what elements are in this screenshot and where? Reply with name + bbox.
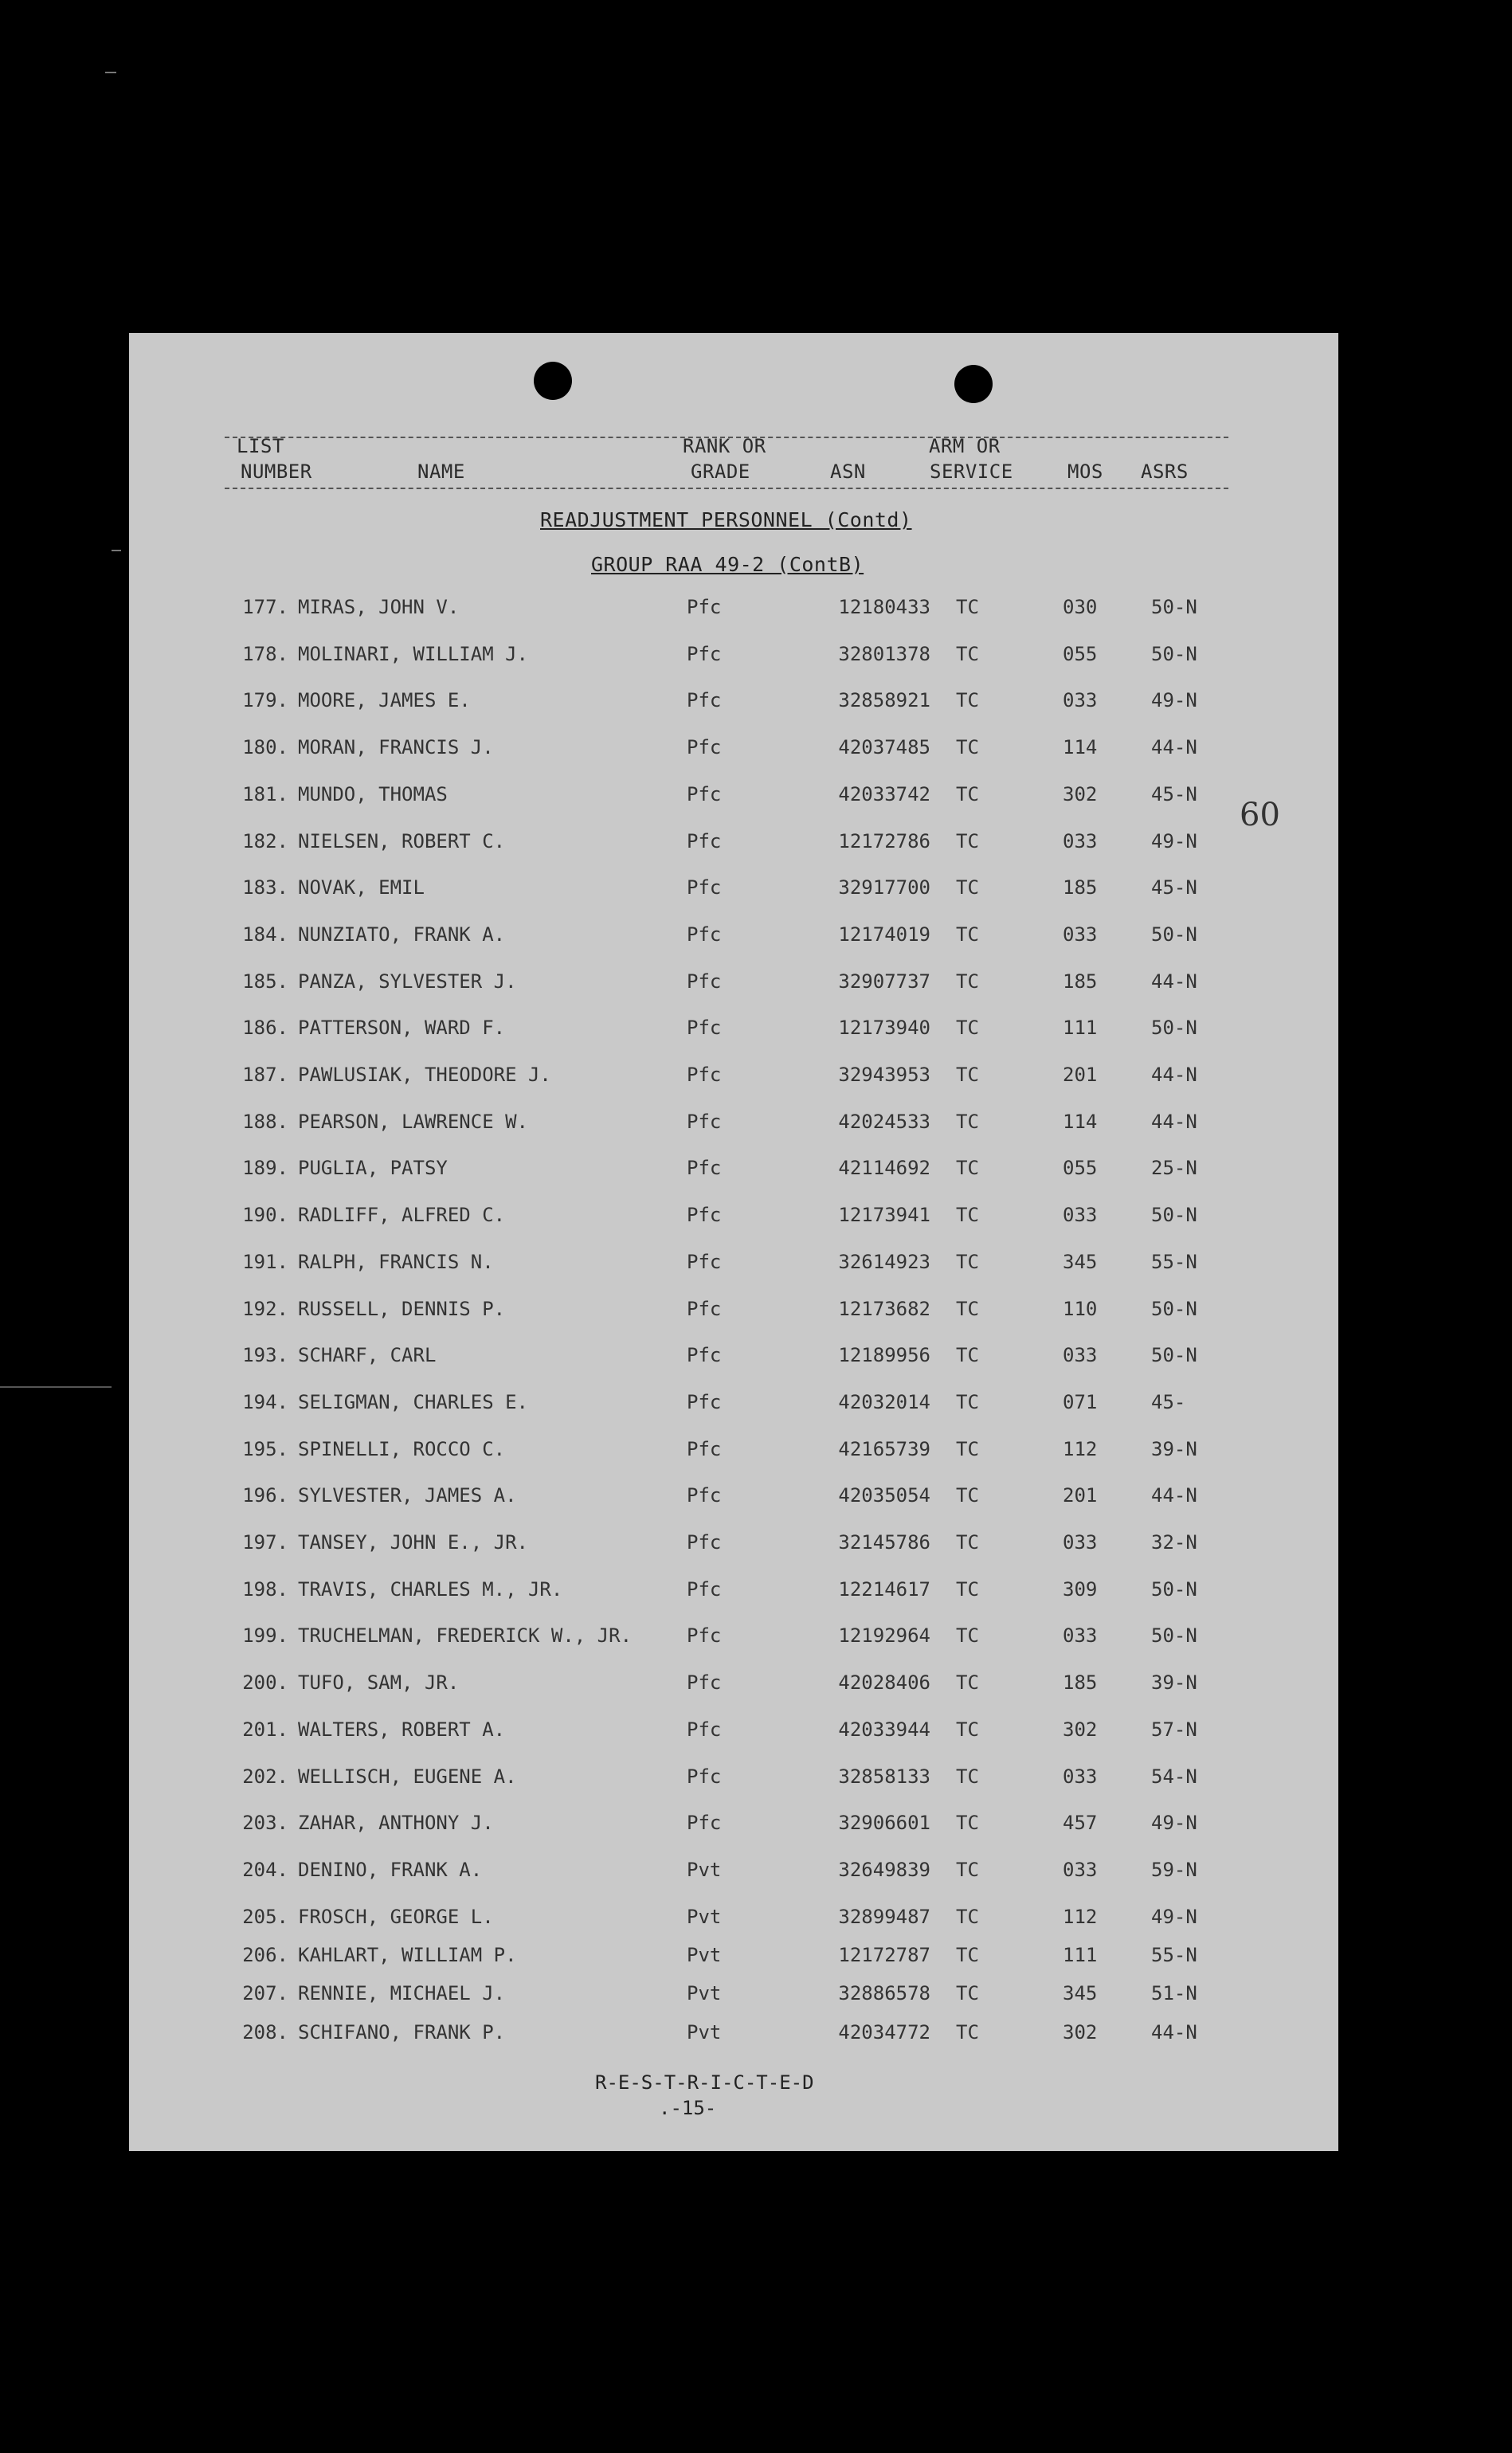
section-title: READJUSTMENT PERSONNEL (Contd) — [540, 508, 912, 531]
row-grade: Pfc — [687, 1718, 722, 1741]
row-arm: TC — [956, 1390, 979, 1413]
row-mos: 114 — [1063, 736, 1098, 759]
row-name: PAWLUSIAK, THEODORE J. — [298, 1064, 551, 1086]
row-name: MOORE, JAMES E. — [298, 689, 471, 712]
row-grade: Pfc — [687, 1157, 722, 1180]
table-row — [129, 876, 1338, 908]
table-row — [129, 1157, 1338, 1189]
row-mos: 033 — [1063, 1858, 1098, 1881]
row-arm: TC — [956, 2020, 979, 2044]
row-grade: Pfc — [687, 1437, 722, 1460]
row-asn: 32917700 — [838, 876, 930, 899]
row-mos: 033 — [1063, 923, 1098, 946]
table-row — [129, 1484, 1338, 1516]
row-grade: Pfc — [687, 782, 722, 805]
table-row — [129, 1718, 1338, 1750]
table-row — [129, 736, 1338, 768]
row-name: SCHIFANO, FRANK P. — [298, 2020, 506, 2044]
row-name: NIELSEN, ROBERT C. — [298, 829, 506, 852]
row-asrs: 51-N — [1151, 1982, 1197, 2005]
row-number: 193. — [242, 1344, 288, 1367]
row-asrs: 32-N — [1151, 1531, 1197, 1554]
row-grade: Pfc — [687, 596, 722, 618]
row-number: 202. — [242, 1765, 288, 1788]
row-number: 190. — [242, 1204, 288, 1227]
row-grade: Pfc — [687, 1624, 722, 1648]
table-row — [129, 1859, 1338, 1891]
row-arm: TC — [956, 782, 979, 805]
row-name: SELIGMAN, CHARLES E. — [298, 1390, 528, 1413]
row-grade: Pfc — [687, 1064, 722, 1086]
row-arm: TC — [956, 1437, 979, 1460]
row-mos: 185 — [1063, 876, 1098, 899]
row-asrs: 45-N — [1151, 876, 1197, 899]
row-name: FROSCH, GEORGE L. — [298, 1905, 494, 1928]
table-row — [129, 970, 1338, 1002]
header-mos-label: MOS — [1067, 460, 1103, 483]
row-asrs: 44-N — [1151, 2020, 1197, 2044]
row-asrs: 49-N — [1151, 1812, 1197, 1835]
row-asn: 12174019 — [838, 923, 930, 946]
row-mos: 457 — [1063, 1812, 1098, 1835]
row-number: 207. — [242, 1982, 288, 2005]
header-arm-label: ARM OR — [929, 435, 1001, 457]
row-mos: 309 — [1063, 1577, 1098, 1601]
row-asn: 12189956 — [838, 1344, 930, 1367]
row-asrs: 25-N — [1151, 1157, 1197, 1180]
row-asrs: 57-N — [1151, 1718, 1197, 1741]
header-name-label: NAME — [417, 460, 465, 483]
row-name: PANZA, SYLVESTER J. — [298, 970, 517, 993]
row-name: PATTERSON, WARD F. — [298, 1017, 506, 1040]
row-number: 180. — [242, 736, 288, 759]
row-asn: 12173940 — [838, 1017, 930, 1040]
header-rank-label: RANK OR — [683, 435, 766, 457]
table-row — [129, 1251, 1338, 1283]
row-grade: Pfc — [687, 970, 722, 993]
row-asrs: 44-N — [1151, 736, 1197, 759]
row-name: RALPH, FRANCIS N. — [298, 1250, 494, 1273]
table-row — [129, 596, 1338, 628]
row-asn: 42032014 — [838, 1390, 930, 1413]
row-asrs: 39-N — [1151, 1437, 1197, 1460]
row-mos: 071 — [1063, 1390, 1098, 1413]
table-row — [129, 783, 1338, 815]
row-asrs: 44-N — [1151, 970, 1197, 993]
margin-page-number: 60 — [1240, 797, 1280, 833]
row-grade: Pfc — [687, 642, 722, 665]
row-asrs: 50-N — [1151, 1624, 1197, 1648]
row-asrs: 55-N — [1151, 1943, 1197, 1966]
row-number: 179. — [242, 689, 288, 712]
row-mos: 033 — [1063, 1765, 1098, 1788]
row-asn: 32145786 — [838, 1531, 930, 1554]
header-asrs-label: ASRS — [1141, 460, 1189, 483]
row-name: DENINO, FRANK A. — [298, 1858, 483, 1881]
table-row — [129, 643, 1338, 675]
row-arm: TC — [956, 1624, 979, 1648]
row-name: SPINELLI, ROCCO C. — [298, 1437, 506, 1460]
row-name: MOLINARI, WILLIAM J. — [298, 642, 528, 665]
row-mos: 111 — [1063, 1943, 1098, 1966]
header-grade-label: GRADE — [691, 460, 750, 483]
restricted-label: R-E-S-T-R-I-C-T-E-D — [595, 2071, 814, 2094]
row-asrs: 50-N — [1151, 642, 1197, 665]
table-row — [129, 1064, 1338, 1095]
table-row — [129, 1111, 1338, 1142]
row-asn: 42114692 — [838, 1157, 930, 1180]
row-arm: TC — [956, 596, 979, 618]
row-mos: 345 — [1063, 1250, 1098, 1273]
row-number: 178. — [242, 642, 288, 665]
row-grade: Pfc — [687, 876, 722, 899]
row-name: RENNIE, MICHAEL J. — [298, 1982, 506, 2005]
punch-hole-right — [954, 365, 993, 403]
row-number: 197. — [242, 1531, 288, 1554]
row-name: NUNZIATO, FRANK A. — [298, 923, 506, 946]
header-list-label: LIST — [237, 435, 284, 457]
punch-hole-left — [534, 362, 572, 400]
row-mos: 111 — [1063, 1017, 1098, 1040]
row-number: 177. — [242, 596, 288, 618]
row-mos: 114 — [1063, 1110, 1098, 1133]
row-asn: 12214617 — [838, 1577, 930, 1601]
header-bottom-rule — [225, 488, 1228, 489]
row-grade: Pfc — [687, 1765, 722, 1788]
row-mos: 112 — [1063, 1437, 1098, 1460]
row-asrs: 45- — [1151, 1390, 1186, 1413]
row-grade: Pfc — [687, 689, 722, 712]
row-mos: 055 — [1063, 642, 1098, 665]
row-name: TUFO, SAM, JR. — [298, 1671, 460, 1695]
row-asn: 12172787 — [838, 1943, 930, 1966]
row-arm: TC — [956, 1017, 979, 1040]
row-name: RUSSELL, DENNIS P. — [298, 1297, 506, 1320]
row-name: TRAVIS, CHARLES M., JR. — [298, 1577, 563, 1601]
table-row — [129, 1531, 1338, 1563]
table-row — [129, 1982, 1338, 2014]
row-name: WALTERS, ROBERT A. — [298, 1718, 506, 1741]
row-name: ZAHAR, ANTHONY J. — [298, 1812, 494, 1835]
row-asn: 32649839 — [838, 1858, 930, 1881]
table-row — [129, 830, 1338, 862]
row-asn: 42024533 — [838, 1110, 930, 1133]
row-arm: TC — [956, 876, 979, 899]
row-grade: Pfc — [687, 736, 722, 759]
group-title: GROUP RAA 49-2 (ContB) — [591, 553, 864, 576]
row-asn: 42034772 — [838, 2020, 930, 2044]
row-grade: Pfc — [687, 1204, 722, 1227]
row-arm: TC — [956, 829, 979, 852]
row-name: PEARSON, LAWRENCE W. — [298, 1110, 528, 1133]
table-row — [129, 1017, 1338, 1048]
table-row — [129, 1344, 1338, 1376]
row-number: 186. — [242, 1017, 288, 1040]
row-asn: 12172786 — [838, 829, 930, 852]
row-arm: TC — [956, 689, 979, 712]
row-mos: 033 — [1063, 1531, 1098, 1554]
row-asn: 12173682 — [838, 1297, 930, 1320]
row-mos: 345 — [1063, 1982, 1098, 2005]
row-arm: TC — [956, 1157, 979, 1180]
row-asn: 32906601 — [838, 1812, 930, 1835]
table-row — [129, 1578, 1338, 1610]
row-grade: Pvt — [687, 1943, 722, 1966]
row-arm: TC — [956, 923, 979, 946]
row-grade: Pfc — [687, 923, 722, 946]
row-asn: 42037485 — [838, 736, 930, 759]
table-row — [129, 2021, 1338, 2053]
row-asrs: 59-N — [1151, 1858, 1197, 1881]
row-name: SYLVESTER, JAMES A. — [298, 1484, 517, 1507]
row-arm: TC — [956, 1671, 979, 1695]
row-grade: Pfc — [687, 1531, 722, 1554]
row-number: 182. — [242, 829, 288, 852]
row-arm: TC — [956, 1905, 979, 1928]
row-grade: Pfc — [687, 1250, 722, 1273]
row-arm: TC — [956, 1064, 979, 1086]
row-number: 204. — [242, 1858, 288, 1881]
row-asn: 42028406 — [838, 1671, 930, 1695]
row-asn: 12192964 — [838, 1624, 930, 1648]
row-asn: 32899487 — [838, 1905, 930, 1928]
row-asn: 42033742 — [838, 782, 930, 805]
row-grade: Pvt — [687, 1858, 722, 1881]
edge-mark — [0, 1386, 112, 1388]
row-arm: TC — [956, 1765, 979, 1788]
row-asrs: 39-N — [1151, 1671, 1197, 1695]
row-arm: TC — [956, 1858, 979, 1881]
row-asrs: 49-N — [1151, 829, 1197, 852]
table-row — [129, 689, 1338, 721]
row-number: 187. — [242, 1064, 288, 1086]
row-name: WELLISCH, EUGENE A. — [298, 1765, 517, 1788]
row-name: MUNDO, THOMAS — [298, 782, 448, 805]
row-asn: 32858133 — [838, 1765, 930, 1788]
row-asrs: 50-N — [1151, 1017, 1197, 1040]
row-asrs: 49-N — [1151, 1905, 1197, 1928]
row-grade: Pfc — [687, 1390, 722, 1413]
row-name: MORAN, FRANCIS J. — [298, 736, 494, 759]
row-arm: TC — [956, 1982, 979, 2005]
row-asrs: 50-N — [1151, 1344, 1197, 1367]
row-arm: TC — [956, 1531, 979, 1554]
row-asrs: 50-N — [1151, 1297, 1197, 1320]
table-row — [129, 1391, 1338, 1423]
table-row — [129, 1438, 1338, 1470]
row-mos: 201 — [1063, 1064, 1098, 1086]
row-number: 191. — [242, 1250, 288, 1273]
row-grade: Pvt — [687, 1905, 722, 1928]
row-number: 192. — [242, 1297, 288, 1320]
row-asrs: 50-N — [1151, 1577, 1197, 1601]
row-mos: 201 — [1063, 1484, 1098, 1507]
row-number: 184. — [242, 923, 288, 946]
row-asn: 32858921 — [838, 689, 930, 712]
row-number: 208. — [242, 2020, 288, 2044]
row-number: 195. — [242, 1437, 288, 1460]
row-number: 188. — [242, 1110, 288, 1133]
row-asrs: 44-N — [1151, 1064, 1197, 1086]
row-asrs: 54-N — [1151, 1765, 1197, 1788]
row-arm: TC — [956, 1110, 979, 1133]
row-grade: Pfc — [687, 829, 722, 852]
row-number: 183. — [242, 876, 288, 899]
table-row — [129, 1204, 1338, 1236]
row-mos: 112 — [1063, 1905, 1098, 1928]
row-asrs: 44-N — [1151, 1484, 1197, 1507]
row-asn: 32943953 — [838, 1064, 930, 1086]
header-asn-label: ASN — [830, 460, 866, 483]
row-number: 196. — [242, 1484, 288, 1507]
table-row — [129, 1944, 1338, 1976]
row-asn: 32614923 — [838, 1250, 930, 1273]
row-mos: 033 — [1063, 1204, 1098, 1227]
row-asn: 42165739 — [838, 1437, 930, 1460]
row-number: 194. — [242, 1390, 288, 1413]
row-grade: Pfc — [687, 1577, 722, 1601]
row-mos: 033 — [1063, 1624, 1098, 1648]
row-name: TRUCHELMAN, FREDERICK W., JR. — [298, 1624, 633, 1648]
row-mos: 302 — [1063, 1718, 1098, 1741]
row-grade: Pfc — [687, 1812, 722, 1835]
row-asn: 32886578 — [838, 1982, 930, 2005]
row-arm: TC — [956, 970, 979, 993]
row-grade: Pfc — [687, 1671, 722, 1695]
document-page — [129, 333, 1338, 2151]
row-mos: 185 — [1063, 970, 1098, 993]
header-number-label: NUMBER — [241, 460, 312, 483]
row-number: 185. — [242, 970, 288, 993]
table-row — [129, 1812, 1338, 1844]
edge-mark — [112, 550, 121, 551]
row-number: 201. — [242, 1718, 288, 1741]
row-arm: TC — [956, 642, 979, 665]
row-arm: TC — [956, 1943, 979, 1966]
row-asn: 32801378 — [838, 642, 930, 665]
row-asrs: 55-N — [1151, 1250, 1197, 1273]
row-mos: 030 — [1063, 596, 1098, 618]
table-row — [129, 923, 1338, 955]
table-row — [129, 1765, 1338, 1797]
row-grade: Pfc — [687, 1484, 722, 1507]
row-name: TANSEY, JOHN E., JR. — [298, 1531, 528, 1554]
row-mos: 110 — [1063, 1297, 1098, 1320]
row-name: KAHLART, WILLIAM P. — [298, 1943, 517, 1966]
row-number: 200. — [242, 1671, 288, 1695]
row-grade: Pfc — [687, 1110, 722, 1133]
row-mos: 302 — [1063, 2020, 1098, 2044]
row-asn: 12180433 — [838, 596, 930, 618]
row-name: RADLIFF, ALFRED C. — [298, 1204, 506, 1227]
row-arm: TC — [956, 1577, 979, 1601]
table-row — [129, 1906, 1338, 1938]
edge-mark — [105, 72, 116, 73]
row-grade: Pvt — [687, 1982, 722, 2005]
row-number: 198. — [242, 1577, 288, 1601]
row-mos: 033 — [1063, 689, 1098, 712]
row-grade: Pfc — [687, 1017, 722, 1040]
row-arm: TC — [956, 1204, 979, 1227]
row-asn: 42033944 — [838, 1718, 930, 1741]
row-name: NOVAK, EMIL — [298, 876, 425, 899]
row-mos: 033 — [1063, 829, 1098, 852]
row-asrs: 45-N — [1151, 782, 1197, 805]
row-asrs: 49-N — [1151, 689, 1197, 712]
row-mos: 033 — [1063, 1344, 1098, 1367]
row-grade: Pvt — [687, 2020, 722, 2044]
row-asn: 12173941 — [838, 1204, 930, 1227]
row-number: 181. — [242, 782, 288, 805]
table-row — [129, 1671, 1338, 1703]
row-name: SCHARF, CARL — [298, 1344, 437, 1367]
row-asrs: 50-N — [1151, 596, 1197, 618]
row-arm: TC — [956, 1812, 979, 1835]
row-arm: TC — [956, 736, 979, 759]
row-asn: 42035054 — [838, 1484, 930, 1507]
row-asrs: 50-N — [1151, 1204, 1197, 1227]
row-number: 206. — [242, 1943, 288, 1966]
row-name: MIRAS, JOHN V. — [298, 596, 460, 618]
row-asrs: 50-N — [1151, 923, 1197, 946]
row-arm: TC — [956, 1250, 979, 1273]
row-mos: 185 — [1063, 1671, 1098, 1695]
row-number: 205. — [242, 1905, 288, 1928]
table-row — [129, 1298, 1338, 1330]
row-name: PUGLIA, PATSY — [298, 1157, 448, 1180]
row-asrs: 44-N — [1151, 1110, 1197, 1133]
header-service-label: SERVICE — [930, 460, 1013, 483]
page-number: .-15- — [659, 2097, 717, 2119]
row-grade: Pfc — [687, 1344, 722, 1367]
table-row — [129, 1624, 1338, 1656]
row-mos: 302 — [1063, 782, 1098, 805]
row-number: 199. — [242, 1624, 288, 1648]
row-grade: Pfc — [687, 1297, 722, 1320]
row-number: 189. — [242, 1157, 288, 1180]
row-asn: 32907737 — [838, 970, 930, 993]
row-mos: 055 — [1063, 1157, 1098, 1180]
row-arm: TC — [956, 1297, 979, 1320]
row-arm: TC — [956, 1718, 979, 1741]
row-number: 203. — [242, 1812, 288, 1835]
row-arm: TC — [956, 1344, 979, 1367]
row-arm: TC — [956, 1484, 979, 1507]
